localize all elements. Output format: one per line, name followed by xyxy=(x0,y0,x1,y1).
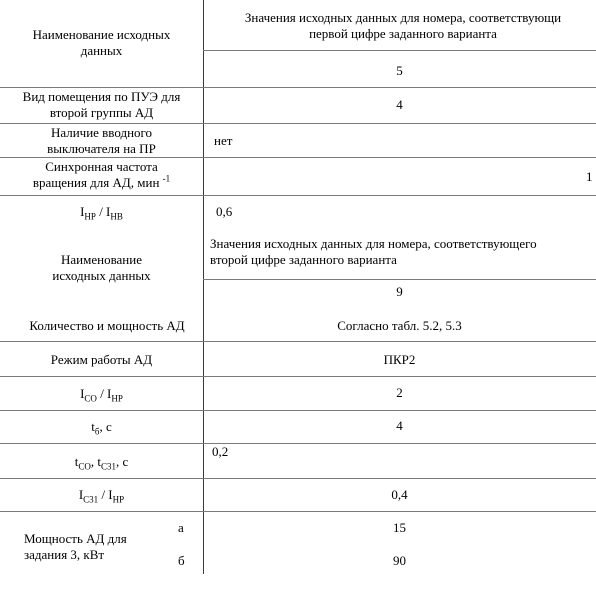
row-label-current-ratio-1: $I_{HP} / I_{HB}$ xyxy=(80,204,123,222)
header-left-part1: Наименование исходных данных xyxy=(32,27,171,58)
row-label-duty-mode: Режим работы АД xyxy=(50,352,153,367)
header-right-part1: Значения исходных данных для номера, соответствующи первой цифре заданного варианта xyxy=(244,10,562,41)
row-label-time-co-c31: $t_{CO}$, $t_{C31}$, с xyxy=(74,454,129,472)
row-value-input-breaker: нет xyxy=(214,133,233,148)
variant-digit-1: 5 xyxy=(396,63,403,78)
row-value-time-b: 4 xyxy=(396,418,403,433)
subrow-marker-b: б xyxy=(178,553,185,568)
table-rule xyxy=(0,410,596,411)
table-rule xyxy=(0,341,596,342)
row-value-sync-speed: 1 xyxy=(586,169,593,184)
row-label-current-ratio-3: $I_{C31} / I_{HP}$ xyxy=(78,487,125,505)
table-rule xyxy=(0,478,596,479)
subrow-marker-a: а xyxy=(178,520,184,535)
header-right-part2: Значения исходных данных для номера, соответствующего второй цифре заданного варианта xyxy=(210,236,537,267)
table-rule xyxy=(0,511,596,512)
row-label-room-type: Вид помещения по ПУЭ для второй группы АД xyxy=(22,89,181,120)
row-label-input-breaker: Наличие вводного выключателя на ПР xyxy=(47,125,156,156)
table-rule xyxy=(0,376,596,377)
table-rule xyxy=(203,279,596,280)
table-rule xyxy=(0,443,596,444)
row-value-current-ratio-1: 0,6 xyxy=(216,204,233,219)
table-rule xyxy=(0,87,596,88)
row-value-current-ratio-2: 2 xyxy=(396,385,403,400)
row-value-time-co-c31: 0,2 xyxy=(212,444,229,459)
table-rule xyxy=(0,195,596,196)
header-left-part2: Наименование исходных данных xyxy=(52,252,151,283)
row-value-current-ratio-3: 0,4 xyxy=(391,487,408,502)
row-label-sync-speed: Синхронная частота вращения для АД, мин $^{-1}$ xyxy=(32,159,171,190)
table-rule xyxy=(0,157,596,158)
row-label-time-b: $t_б$, с xyxy=(91,419,112,437)
row-value-motor-power-a: 15 xyxy=(393,520,406,535)
row-value-motor-count: Согласно табл. 5.2, 5.3 xyxy=(337,318,462,333)
row-label-motor-count: Количество и мощность АД xyxy=(29,318,185,333)
table-rule xyxy=(0,123,596,124)
row-value-room-type: 4 xyxy=(396,97,403,112)
row-label-motor-power: Мощность АД для задания 3, кВт xyxy=(24,531,127,562)
table-rule xyxy=(203,50,596,51)
row-value-motor-power-b: 90 xyxy=(393,553,406,568)
variant-digit-2: 9 xyxy=(396,284,403,299)
row-value-duty-mode: ПКР2 xyxy=(383,352,416,367)
row-label-current-ratio-2: $I_{CO} / I_{HP}$ xyxy=(80,386,123,404)
